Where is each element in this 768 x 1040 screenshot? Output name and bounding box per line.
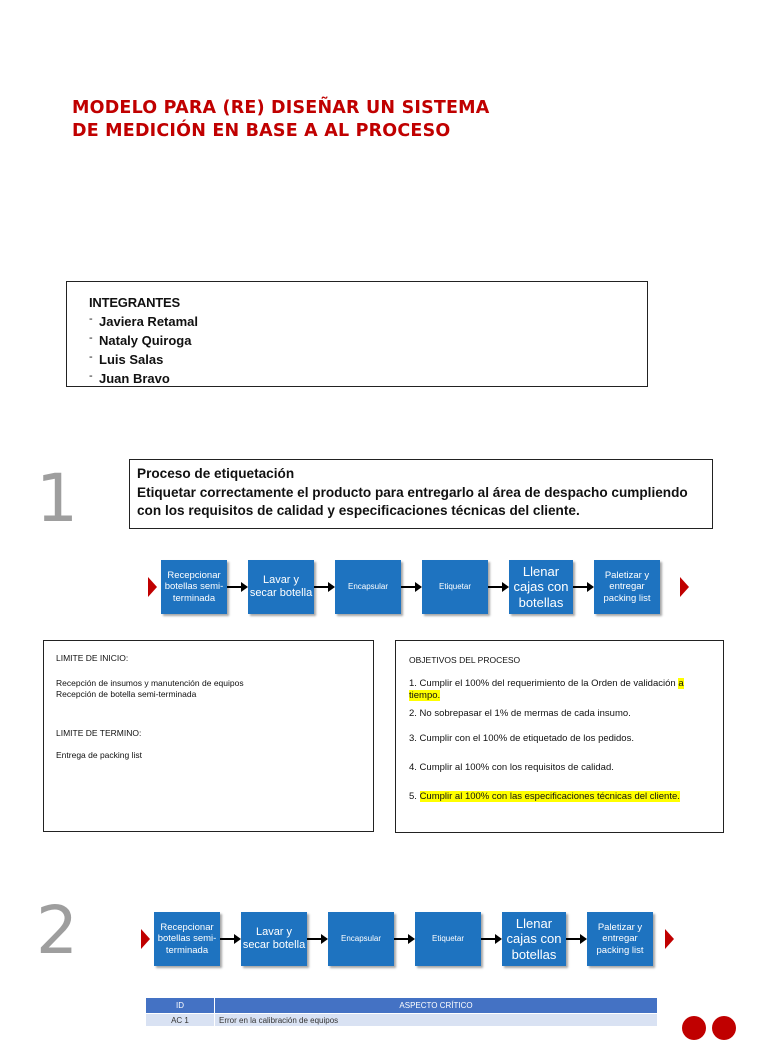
start-limit-line: Recepción de insumos y manutención de equipos bbox=[56, 678, 244, 688]
objective-5-highlight: Cumplir al 100% con las especificaciones técnicas del cliente. bbox=[419, 791, 680, 802]
flow-arrow bbox=[488, 586, 507, 588]
flow-end-marker bbox=[665, 929, 674, 949]
objective-2: 2. No sobrepasar el 1% de mermas de cada insumo. bbox=[409, 708, 631, 719]
process-box bbox=[129, 459, 713, 529]
member-item bbox=[89, 350, 647, 369]
objective-5-text: 5. bbox=[409, 791, 420, 802]
flow-step-llenar: Llenar cajas con botellas bbox=[509, 560, 573, 614]
flow-step-recepcionar: Recepcionar botellas semi-terminada bbox=[161, 560, 227, 614]
end-limit-line: Entrega de packing list bbox=[56, 750, 142, 760]
table-header-row bbox=[146, 998, 658, 1014]
objective-4: 4. Cumplir al 100% con los requisitos de calidad. bbox=[409, 762, 614, 773]
process-flow-1 bbox=[140, 560, 700, 616]
dash: - bbox=[89, 332, 93, 344]
members-box bbox=[66, 281, 648, 387]
end-limit-title: LIMITE DE TERMINO: bbox=[56, 728, 142, 738]
title-line-1: MODELO PARA (RE) DISEÑAR UN SISTEMA bbox=[72, 98, 490, 118]
member-item bbox=[89, 369, 647, 388]
flow-arrow bbox=[566, 938, 585, 940]
process-flow-2 bbox=[133, 912, 693, 968]
objectives-box bbox=[395, 640, 724, 833]
process-name: Proceso de etiquetación bbox=[137, 466, 295, 481]
flow-arrow bbox=[314, 586, 333, 588]
flow-step-encapsular: Encapsular bbox=[328, 912, 394, 966]
start-limit-title: LIMITE DE INICIO: bbox=[56, 653, 129, 663]
flow-arrow bbox=[220, 938, 239, 940]
dash: - bbox=[89, 313, 93, 325]
flow-arrow bbox=[401, 586, 420, 588]
flow-step-paletizar: Paletizar y entregar packing list bbox=[594, 560, 660, 614]
member-name: Luis Salas bbox=[99, 352, 164, 367]
flow-step-etiquetar: Etiquetar bbox=[422, 560, 488, 614]
member-name: Nataly Quiroga bbox=[99, 333, 192, 348]
member-name: Javiera Retamal bbox=[99, 314, 199, 329]
flow-arrow bbox=[573, 586, 592, 588]
flow-arrow bbox=[307, 938, 326, 940]
row-id-cell: AC 1 bbox=[146, 1014, 215, 1027]
flow-start-marker bbox=[141, 929, 150, 949]
nav-dot-icon[interactable] bbox=[712, 1016, 736, 1040]
critical-aspects-table bbox=[145, 997, 658, 1027]
objective-1 bbox=[409, 678, 710, 702]
flow-step-lavar: Lavar y secar botella bbox=[241, 912, 307, 966]
col-aspect-header: ASPECTO CRÍTICO bbox=[215, 998, 658, 1014]
nav-dot-icon[interactable] bbox=[682, 1016, 706, 1040]
start-limit-line: Recepción de botella semi-terminada bbox=[56, 689, 197, 699]
member-item bbox=[89, 331, 647, 350]
objective-3: 3. Cumplir con el 100% de etiquetado de los pedidos. bbox=[409, 733, 634, 744]
flow-step-paletizar: Paletizar y entregar packing list bbox=[587, 912, 653, 966]
col-id-header: ID bbox=[146, 998, 215, 1014]
flow-arrow bbox=[481, 938, 500, 940]
objective-1-highlight: a tiempo. bbox=[409, 678, 684, 701]
flow-arrow bbox=[394, 938, 413, 940]
flow-start-marker bbox=[148, 577, 157, 597]
objective-1-text: 1. Cumplir el 100% del requerimiento de la Orden de validación bbox=[409, 678, 679, 689]
dash: - bbox=[89, 370, 93, 382]
row-aspect-cell: Error en la calibración de equipos bbox=[215, 1014, 658, 1027]
limits-box bbox=[43, 640, 374, 832]
flow-step-encapsular: Encapsular bbox=[335, 560, 401, 614]
flow-step-lavar: Lavar y secar botella bbox=[248, 560, 314, 614]
title-line-2: DE MEDICIÓN EN BASE A AL PROCESO bbox=[72, 121, 451, 141]
section-number-1: 1 bbox=[36, 460, 78, 537]
objectives-title: OBJETIVOS DEL PROCESO bbox=[409, 655, 521, 665]
flow-arrow bbox=[227, 586, 246, 588]
page-title bbox=[72, 97, 490, 143]
flow-step-llenar: Llenar cajas con botellas bbox=[502, 912, 566, 966]
dash: - bbox=[89, 351, 93, 363]
member-name: Juan Bravo bbox=[99, 371, 170, 386]
flow-end-marker bbox=[680, 577, 689, 597]
flow-step-etiquetar: Etiquetar bbox=[415, 912, 481, 966]
process-description: Etiquetar correctamente el producto para entregarlo al área de despacho cumpliendo con los requisitos de calidad y especificaciones técnicas del cliente. bbox=[137, 484, 688, 518]
flow-step-recepcionar: Recepcionar botellas semi-terminada bbox=[154, 912, 220, 966]
section-number-2: 2 bbox=[36, 892, 78, 969]
members-label: INTEGRANTES bbox=[89, 295, 180, 310]
objective-5 bbox=[409, 791, 710, 803]
table-row bbox=[146, 1014, 658, 1027]
member-item bbox=[89, 312, 647, 331]
